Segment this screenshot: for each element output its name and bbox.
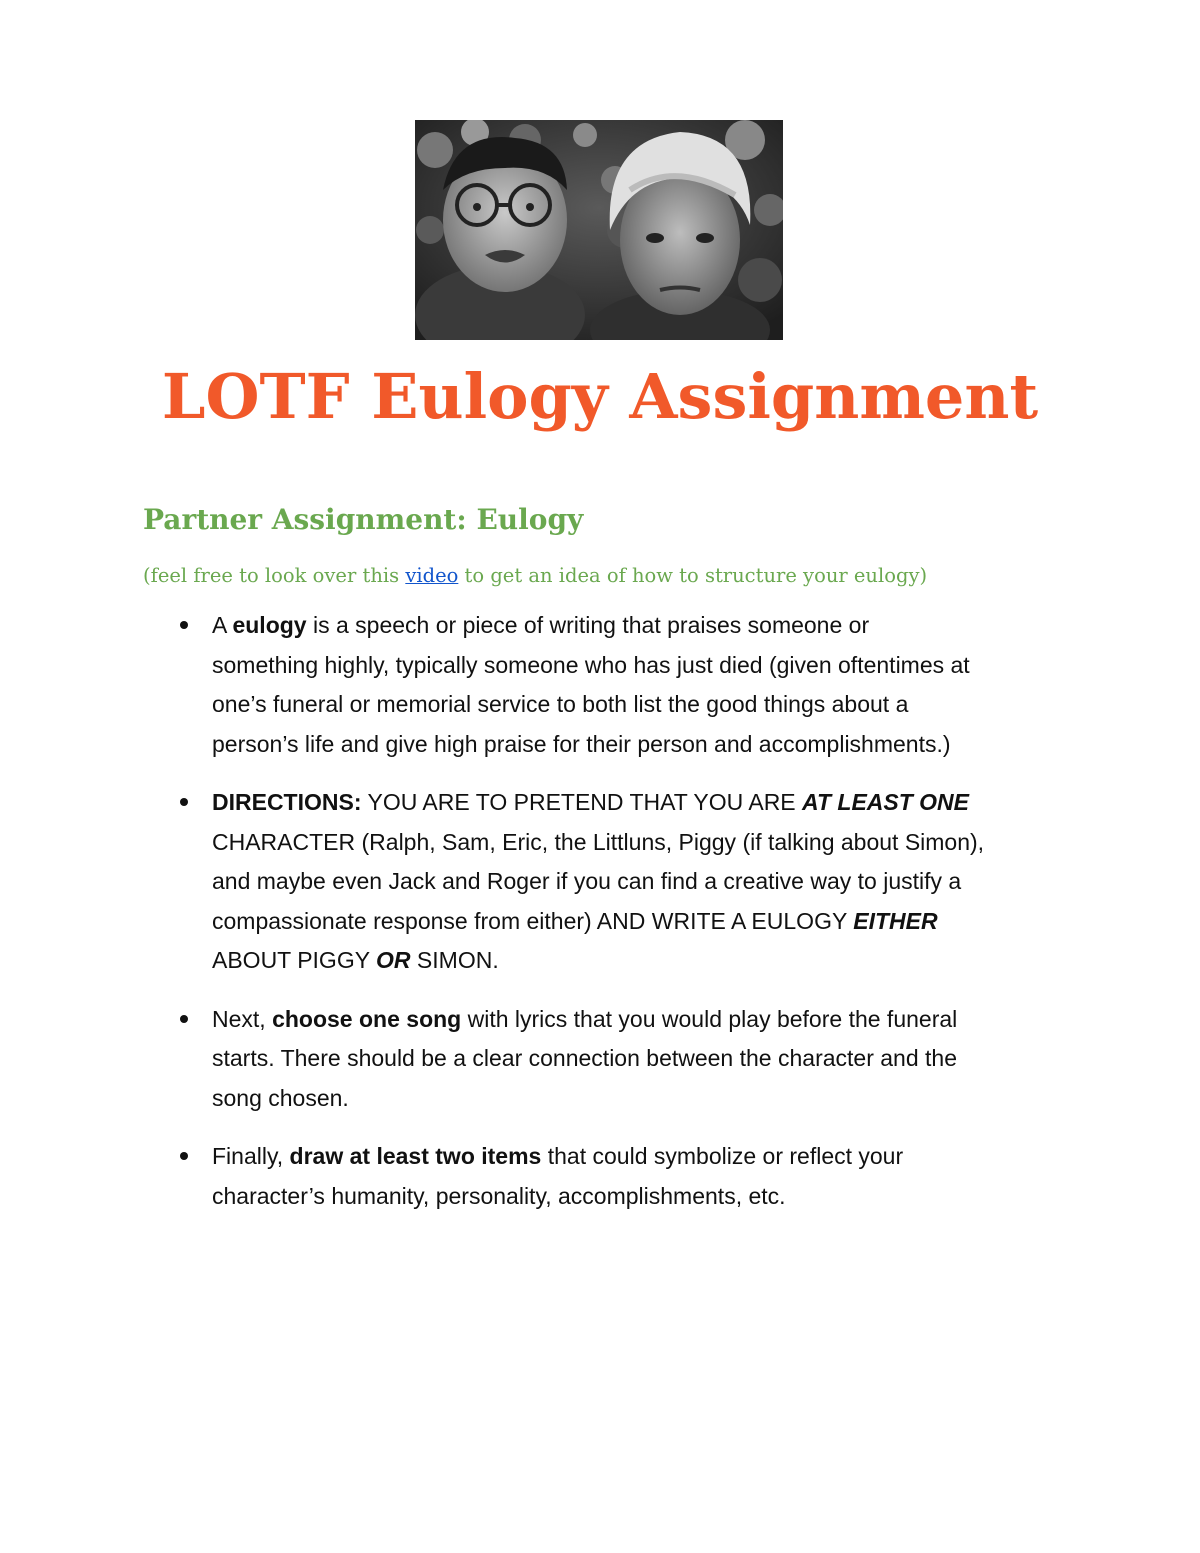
bullet-line: song chosen. <box>212 1084 349 1111</box>
text-run: SIMON. <box>410 947 499 973</box>
bullet-line: person’s life and give high praise for their person and accomplishments.) <box>212 730 951 757</box>
text-run: ABOUT PIGGY <box>212 947 377 973</box>
video-note-after: to get an idea of how to structure your eulogy) <box>458 564 928 587</box>
bullet-line <box>212 606 1080 646</box>
header-photo <box>415 120 783 340</box>
directions-list <box>180 606 1080 1235</box>
text-run: with lyrics that you would play before the funeral <box>461 1005 958 1032</box>
bullet-dot-icon <box>180 1152 188 1160</box>
bold-term: draw at least two items <box>289 1143 542 1169</box>
video-note <box>143 560 927 592</box>
bullet-line: starts. There should be a clear connection between the character and the <box>212 1045 957 1071</box>
bullet-dot-icon <box>180 798 188 806</box>
bullet-line: something highly, typically someone who has just died (given oftentimes at <box>212 651 970 678</box>
text-run: YOU ARE TO PRETEND THAT YOU ARE <box>361 789 803 815</box>
list-item-song <box>180 1000 1080 1119</box>
bullet-line <box>212 1137 1080 1177</box>
video-note-before: (feel free to look over this <box>143 564 406 587</box>
boys-photo-illustration <box>415 120 783 340</box>
bullet-dot-icon <box>180 621 188 629</box>
bold-term: DIRECTIONS: <box>212 789 362 815</box>
video-link[interactable]: video <box>405 564 459 587</box>
text-run: compassionate response from either) AND WRITE A EULOGY <box>212 907 854 934</box>
emphasis-term: EITHER <box>853 907 938 934</box>
text-run: A <box>212 612 233 638</box>
bullet-line <box>212 783 1080 823</box>
bold-term: choose one song <box>272 1005 462 1032</box>
list-item-eulogy-definition <box>180 606 1080 764</box>
bullet-dot-icon <box>180 1015 188 1023</box>
bullet-line: CHARACTER (Ralph, Sam, Eric, the Littluns, Piggy (if talking about Simon), <box>212 828 985 855</box>
bullet-line: character’s humanity, personality, accomplishments, etc. <box>212 1182 786 1209</box>
section-heading: Partner Assignment: Eulogy <box>143 503 584 536</box>
bullet-line <box>212 1000 1080 1040</box>
text-run: Finally, <box>212 1143 290 1169</box>
bullet-line <box>212 902 1080 942</box>
emphasis-term: OR <box>376 947 411 973</box>
page-title: LOTF Eulogy Assignment <box>161 360 1039 433</box>
text-run: Next, <box>212 1005 273 1032</box>
list-item-directions <box>180 783 1080 981</box>
text-run: is a speech or piece of writing that praises someone or <box>306 612 870 638</box>
emphasis-term: AT LEAST ONE <box>802 789 970 815</box>
bullet-line <box>212 941 1080 981</box>
list-item-draw <box>180 1137 1080 1216</box>
bullet-line: one’s funeral or memorial service to both list the good things about a <box>212 691 909 717</box>
text-run: that could symbolize or reflect your <box>541 1143 904 1169</box>
bold-term: eulogy <box>232 612 307 638</box>
bullet-line: and maybe even Jack and Roger if you can find a creative way to justify a <box>212 868 962 894</box>
